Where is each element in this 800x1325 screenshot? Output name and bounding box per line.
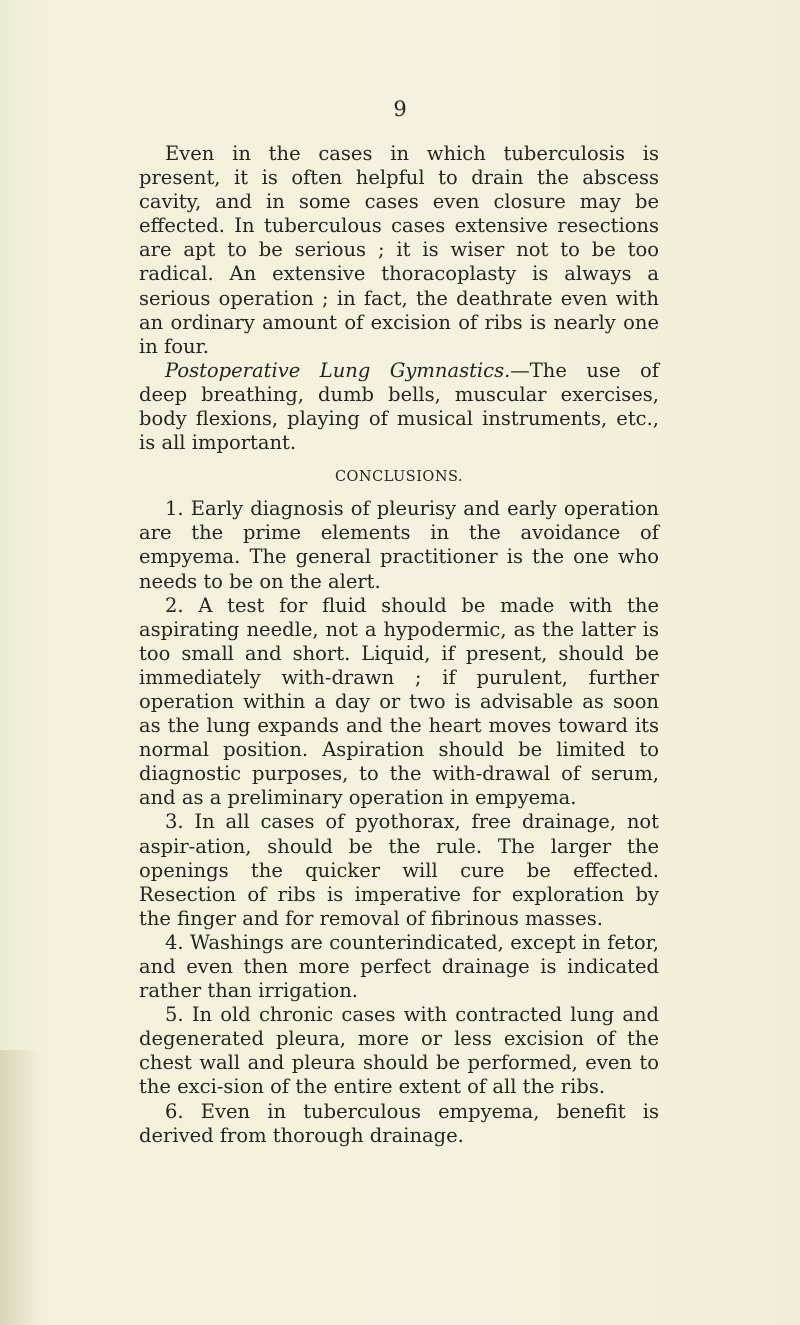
conclusions-heading: CONCLUSIONS.	[334, 469, 464, 486]
conclusion-item: 1. Early diagnosis of pleurisy and early operation are the prime elements in the avoidance of empyema. The general practitioner is the one who needs to be on the alert.	[139, 497, 659, 593]
page-number: 9	[393, 97, 407, 121]
body-text	[139, 142, 659, 1148]
gymnastics-title: Postoperative Lung Gymnastics.	[165, 358, 511, 382]
gymnastics-paragraph	[139, 359, 659, 455]
conclusion-item: 5. In old chronic cases with contracted lung and degenerated pleura, more or less excision of the chest wall and pleura should be performed, even to the exci-sion of the entire extent of all the ribs.	[139, 1003, 659, 1099]
conclusion-item: 4. Washings are counterindicated, except in fetor, and even then more perfect drainage is indicated rather than irrigation.	[139, 930, 659, 1003]
page-edge-shadow	[0, 1050, 40, 1325]
conclusion-item: 2. A test for fluid should be made with the aspirating needle, not a hypodermic, as the latter is too small and short. Liquid, if present, should be immediately with-drawn ; if purulent, further operation within a day or two is advisable as soon as the lung expands and the heart moves toward its normal position. Aspiration should be limited to diagnostic purposes, to the with-drawal of serum, and as a preliminary operation in empyema.	[139, 593, 659, 810]
intro-paragraph: Even in the cases in which tuberculosis is present, it is often helpful to drain the abscess cavity, and in some cases even closure may be effected. In tuberculous cases extensive resections are apt to be serious ; it is wiser not to be too radical. An extensive thoracoplasty is always a serious operation ; in fact, the deathrate even with an ordinary amount of excision of ribs is nearly one in four.	[139, 142, 659, 358]
conclusion-item: 6. Even in tuberculous empyema, benefit is derived from thorough drainage.	[139, 1099, 659, 1147]
gymnastics-text: —The use of deep breathing, dumb bells, muscular exercises, body flexions, playing of musical instruments, etc., is all important.	[139, 358, 659, 455]
conclusion-item: 3. In all cases of pyothorax, free drainage, not aspir-ation, should be the rule. The larger the openings the quicker will cure be effected. Resection of ribs is imperative for exploration by the finger and for removal of fibrinous masses.	[139, 810, 659, 930]
